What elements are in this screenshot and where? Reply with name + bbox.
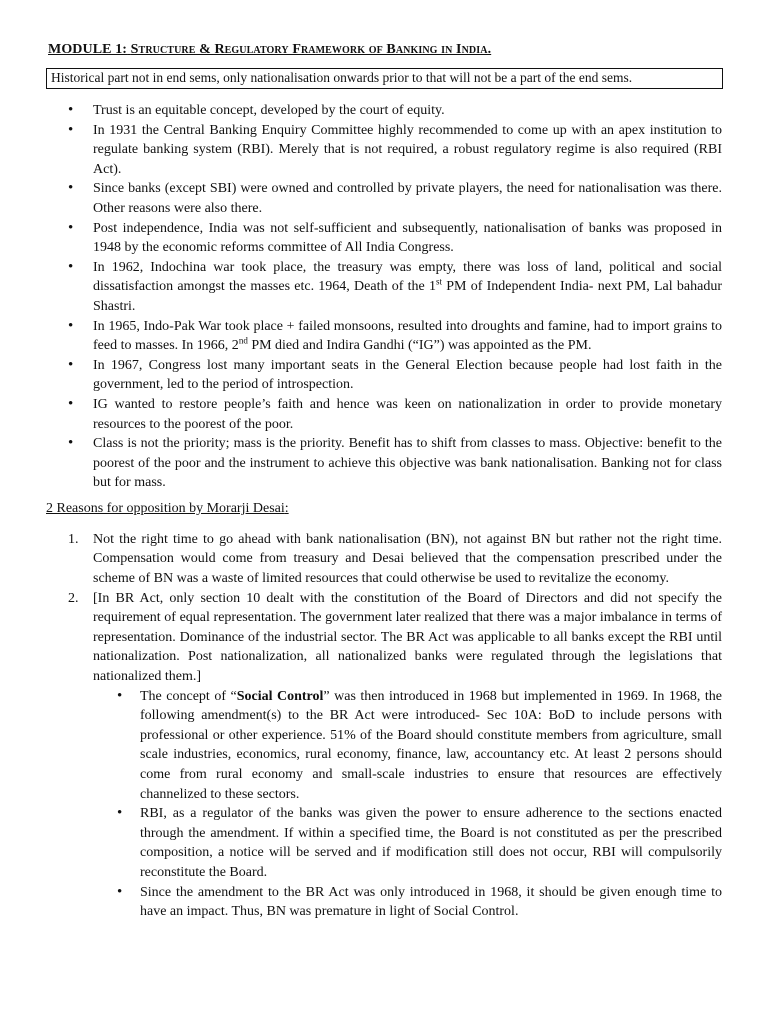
bullet-text: In 1962, Indochina war took place, the treasury was empty, there was loss of land, political and social dissatisfaction amongst the masses etc. 1964, Death of the 1 [93,259,722,295]
ordinal-suffix: st [435,276,442,287]
bullet-text: PM died and Indira Gandhi (“IG”) was appointed as the PM. [247,338,592,354]
sub-bullet-text: ” was then introduced in 1968 but implemented in 1969. In 1968, the following amendment(s) to the BR Act were introduced- Sec 10A: BoD to include persons with professional or other experience. 51% of the Board should constitute members from agriculture, small scale industries, economics, rural economy, finance, law, accountancy etc. At least 2 persons should come from rural economy and small-scale industries to ensure that resources are effectively channelized to these sectors. [140,688,722,802]
bullet-item: • Since banks (except SBI) were owned and controlled by private players, the need for nationalisation was there. Other reasons were also there. [46,179,722,218]
bullet-item: • Trust is an equitable concept, developed by the court of equity. [46,101,722,121]
module-title: Structure & Regulatory Framework of Banking in India. [130,42,492,57]
bullet-item: • IG wanted to restore people’s faith and hence was keen on nationalization in order to provide monetary resources to the poorest of the poor. [46,395,722,434]
reasons-list [46,530,722,687]
reason-number: 1. [68,531,79,547]
bullet-text: In 1965, Indo-Pak War took place + failed monsoons, resulted into droughts and famine, had to import grains to feed to masses. In 1966, 2 [93,318,722,354]
reasons-heading [46,499,722,518]
history-bullet-list [46,101,722,493]
exam-notice-box: Historical part not in end sems, only nationalisation onwards prior to that will not be a part of the end sems. [46,68,723,89]
bullet-item [46,258,722,317]
bullet-item [46,317,722,356]
reason-text: Not the right time to go ahead with bank nationalisation (BN), not against BN but rather not the right time. Compensation would come from treasury and Desai believed that the compensation prescribed under the scheme of BN was a waste of limited resources that could otherwise be used to revitalize the economy. [93,531,722,587]
social-control-bullet-list [46,687,722,922]
reasons-heading-colon: : [284,500,289,516]
social-control-term: Social Control [236,688,324,704]
reasons-heading-text: 2 Reasons for opposition by Morarji Desai [46,500,285,516]
reason-item [46,530,722,589]
reason-number: 2. [68,590,79,606]
sub-bullet-item [93,687,722,805]
reason-item [46,589,722,687]
bullet-item: • Post independence, India was not self-sufficient and subsequently, nationalisation of banks was proposed in 1948 by the economic reforms committee of All India Congress. [46,219,722,258]
module-heading [48,42,722,58]
bullet-item: • Class is not the priority; mass is the priority. Benefit has to shift from classes to mass. Objective: benefit to the poorest of the poor and the instrument to achieve this objective was bank nationalisation. Banking not for class but for mass. [46,434,722,493]
ordinal-suffix: nd [238,335,248,346]
sub-bullet-item: • RBI, as a regulator of the banks was given the power to ensure adherence to the sections enacted through the amendment. If within a specified time, the Board is not constituted as per the prescribed composition, a notice will be served and if modification still does not occur, RBI will compulsorily reconstitute the Board. [93,804,722,882]
bullet-item: • In 1931 the Central Banking Enquiry Committee highly recommended to come up with an apex institution to regulate banking system (RBI). Merely that is not required, a robust regulatory regime is also required (RBI Act). [46,121,722,180]
reason-text: [In BR Act, only section 10 dealt with the constitution of the Board of Directors and did not specify the requirement of equal representation. The government later realized that there was a major imbalance in terms of representation. Dominance of the industrial sector. The BR Act was applicable to all banks except the RBI until nationalization. Post nationalization, all nationalized banks were regulated through the legislations that nationalized them.] [93,590,722,685]
module-label: MODULE 1: [48,42,128,57]
sub-bullet-item: • Since the amendment to the BR Act was only introduced in 1968, it should be given enough time to have an impact. Thus, BN was premature in light of Social Control. [93,883,722,922]
bullet-item: • In 1967, Congress lost many important seats in the General Election because people had lost faith in the government, led to the period of introspection. [46,356,722,395]
sub-bullet-text: The concept of “ [140,688,237,704]
bullet-text: PM of Independent India- next PM, Lal bahadur Shastri. [93,279,722,314]
